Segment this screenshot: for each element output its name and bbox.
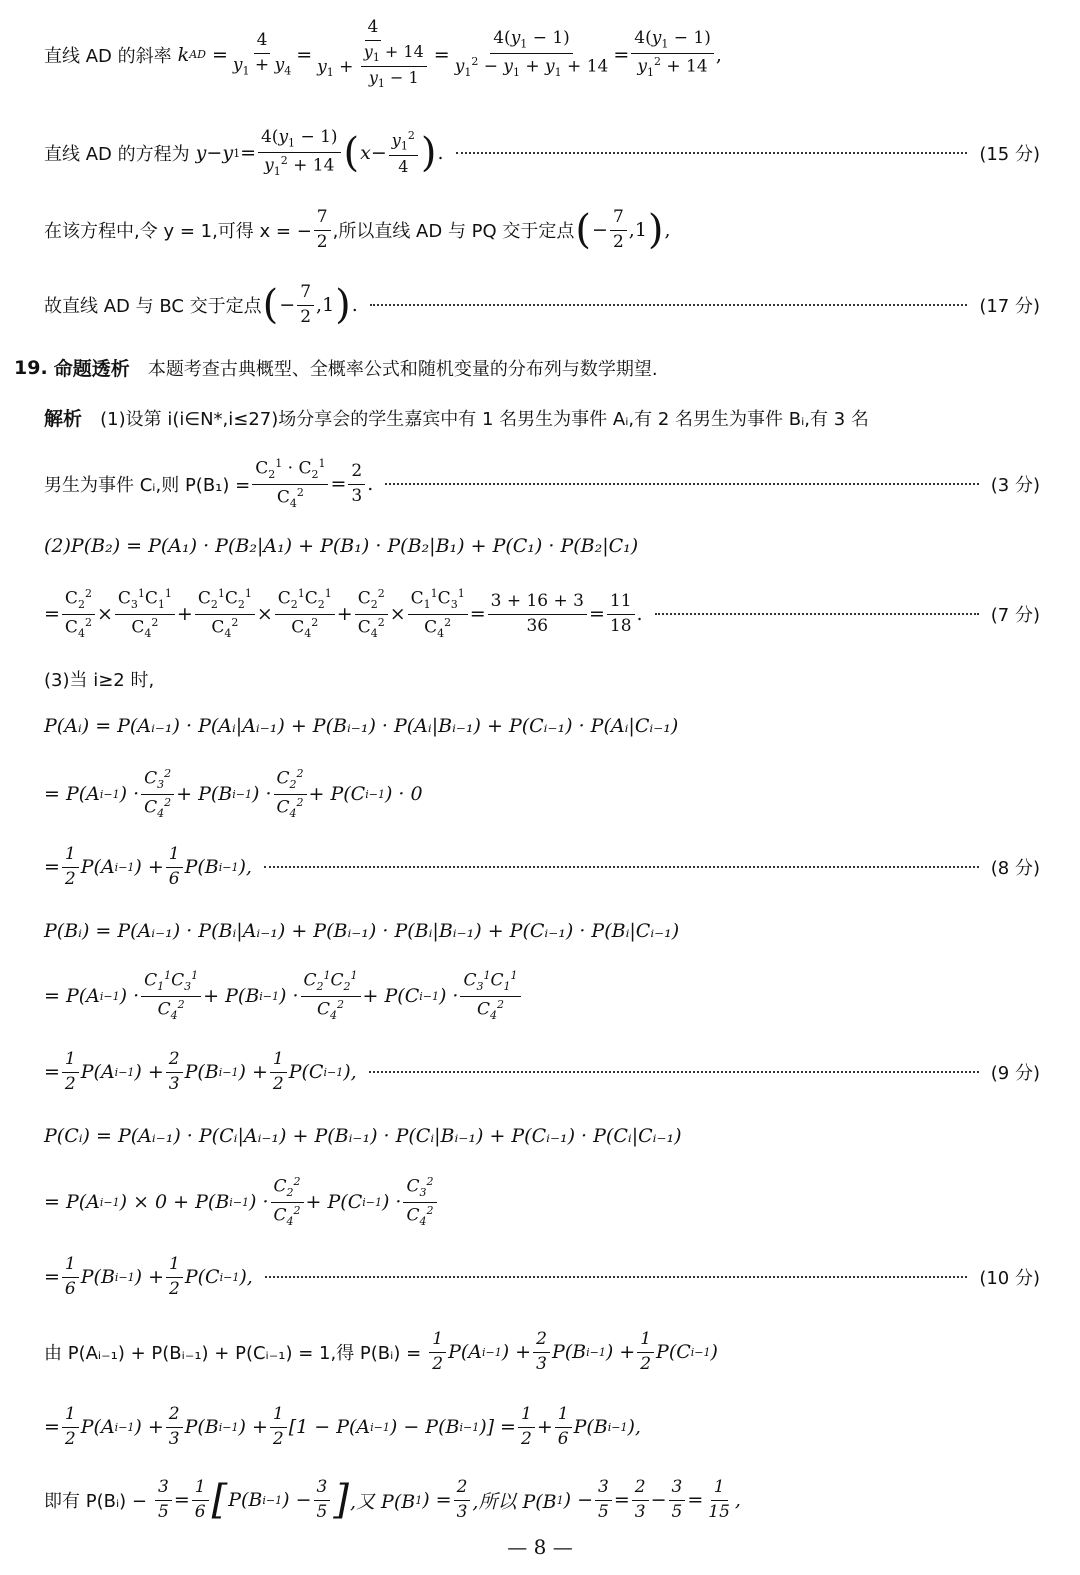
dot-leader xyxy=(456,152,968,154)
part3-text: (3)当 i≥2 时, xyxy=(44,670,155,691)
dot-leader xyxy=(385,483,979,485)
pa-result-line xyxy=(44,845,1040,889)
recurrence-line xyxy=(44,1478,1040,1522)
slope-line xyxy=(44,18,1040,91)
part2-text: (2)P(B₂) = P(A₁) · P(B₂|A₁) + P(B₁) · P(B₂|B₁) + P(C₁) · P(B₂|C₁) xyxy=(44,535,639,557)
pb-expand-line xyxy=(44,970,1040,1022)
recurrence-text: 即有 P(Bᵢ) − xyxy=(44,1491,147,1513)
simplify-formula: = $\frac{1}{2}$ P(A i−1 ) + $\frac{2}{3}$ P(B i−1 ) + $\frac{1}{2}$ [1 − P(A i−1 ) − P(B i−1 )] = $\frac{1}{2}$ + $\frac{1}{6}$ P(B i−1 ), xyxy=(44,1404,641,1449)
conclusion-text: 故直线 AD 与 BC 交于定点 xyxy=(44,296,262,318)
pc-result: = $\frac{1}{6}$ P(B i−1 ) + $\frac{1}{2}$ P(C i−1 ), xyxy=(44,1254,253,1299)
pc-expand-line xyxy=(44,1176,1040,1228)
let-y-text: 在该方程中,令 y = 1,可得 x = − xyxy=(44,221,312,243)
score-8: (8 分) xyxy=(990,858,1040,880)
fixed-point: ( − $\frac{7}{2}$ ,1 ) , xyxy=(575,207,671,254)
score-9: (9 分) xyxy=(990,1063,1040,1085)
pb-expand: = P(A i−1 ) · $\frac{C_1^1C_3^1}{C_4^2}$ + P(B i−1 ) · $\frac{C_2^1C_2^1}{C_4^2}$ + P(C i−1 ) · $\frac{C_3^1C_1^1}{C_4^2}$ xyxy=(44,970,523,1022)
dot-leader xyxy=(655,613,979,615)
fixed-point-bc: ( − $\frac{7}{2}$ ,1 ) . xyxy=(262,282,358,329)
q19-description: 本题考查古典概型、全概率公式和随机变量的分布列与数学期望. xyxy=(147,358,658,380)
part1b-text: 男生为事件 Cᵢ,则 P(B₁) = xyxy=(44,475,251,497)
pc-expand: = P(A i−1 ) × 0 + P(B i−1 ) · $\frac{C_2^2}{C_4^2}$ + P(C i−1 ) · $\frac{C_3^2}{C_4^2}$ xyxy=(44,1176,439,1228)
part1-line xyxy=(44,404,1040,431)
frac-7-2: $\frac{7}{2}$ xyxy=(314,208,331,252)
q19-heading xyxy=(14,354,658,381)
score-7: (7 分) xyxy=(990,605,1040,627)
pc-result-line xyxy=(44,1255,1040,1299)
dot-leader xyxy=(264,866,979,868)
conclusion-line xyxy=(44,283,1040,327)
q19-title: 命题透析 xyxy=(53,358,130,380)
equation-formula: y − y 1 = $\frac{4(y_1 - 1)}{y_1^2 + 14}$ ( x − $\frac{y_1^2}{4}$ ) . xyxy=(195,127,444,179)
score-15: (15 分) xyxy=(979,144,1040,166)
pa-definition-line xyxy=(44,715,1040,737)
sum-text: 由 P(Aᵢ₋₁) + P(Bᵢ₋₁) + P(Cᵢ₋₁) = 1,得 P(Bᵢ) = xyxy=(44,1343,422,1365)
pb2-formula: = $\frac{C_2^2}{C_4^2}$ × $\frac{C_3^1C_1^1}{C_4^2}$ + $\frac{C_2^1C_2^1}{C_4^2}$ × $\frac{C_2^1C_2^1}{C_4^2}$ + $\frac{C_2^2}{C_4^2}$ × $\frac{C_1^1C_3^1}{C_4^2}$ = $\frac{3 + 16 + 3}{36}$ = $\frac{11}{18}$ . xyxy=(44,587,643,640)
score-10: (10 分) xyxy=(979,1268,1040,1290)
pa-result: = $\frac{1}{2}$ P(A i−1 ) + $\frac{1}{6}$ P(B i−1 ), xyxy=(44,844,252,889)
dot-leader xyxy=(370,304,968,306)
part2-calc-line xyxy=(44,588,1040,640)
pb-definition-line xyxy=(44,920,1040,942)
pc-definition-line xyxy=(44,1125,1040,1147)
pb-result: = $\frac{1}{2}$ P(A i−1 ) + $\frac{2}{3}$ P(B i−1 ) + $\frac{1}{2}$ P(C i−1 ), xyxy=(44,1049,357,1094)
part2-line xyxy=(44,535,1040,557)
part1b-line xyxy=(44,458,1040,510)
slope-formula: k AD = $\frac{4}{y_1 + y_4}$ = 4 $y_1$ + $\frac{y_1 + 14}{y_1 - 1}$ = $\frac{4(y_1 - 1)}{y_1^2 - y_1 + y_1 + 14}$ = $\frac{4(y_1 - 1)}{y_1^2 + 14}$ , xyxy=(177,17,722,91)
pb-definition: P(Bᵢ) = P(Aᵢ₋₁) · P(Bᵢ|Aᵢ₋₁) + P(Bᵢ₋₁) · P(Bᵢ|Bᵢ₋₁) + P(Cᵢ₋₁) · P(Bᵢ|Cᵢ₋₁) xyxy=(44,920,680,942)
part1-text: (1)设第 i(i∈N*,i≤27)场分享会的学生嘉宾中有 1 名男生为事件 Aᵢ,有 2 名男生为事件 Bᵢ,有 3 名 xyxy=(100,408,869,430)
intersect-pq-text: ,所以直线 AD 与 PQ 交于定点 xyxy=(332,221,575,243)
slope-label: 直线 AD 的斜率 xyxy=(44,45,172,67)
ad-equation-line xyxy=(44,128,1040,179)
pb-result-line xyxy=(44,1050,1040,1094)
score-17: (17 分) xyxy=(979,296,1040,318)
fixed-point-line xyxy=(44,208,1040,252)
jiexi-label: 解析 xyxy=(44,408,83,430)
score-3: (3 分) xyxy=(990,475,1040,497)
part3-line xyxy=(44,666,1040,692)
dot-leader xyxy=(369,1071,979,1073)
recurrence-formula: $\frac{3}{5}$ = $\frac{1}{6}$ [ P(B i−1 ) − $\frac{3}{5}$ ] ,又 P(B 1 ) = $\frac{2}{3}$ ,所以 P(B 1 ) − $\frac{3}{5}$ = $\frac{2}{3}$ − $\frac{3}{5}$ = $\frac{1}{15}$ , xyxy=(147,1478,741,1522)
sum-formula: $\frac{1}{2}$ P(A i−1 ) + $\frac{2}{3}$ P(B i−1 ) + $\frac{1}{2}$ P(C i−1 ) xyxy=(421,1330,718,1374)
page-number: — 8 — xyxy=(507,1535,573,1559)
pc-definition: P(Cᵢ) = P(Aᵢ₋₁) · P(Cᵢ|Aᵢ₋₁) + P(Bᵢ₋₁) · P(Cᵢ|Bᵢ₋₁) + P(Cᵢ₋₁) · P(Cᵢ|Cᵢ₋₁) xyxy=(44,1125,682,1147)
pb1-formula: $\frac{C_2^1 \cdot C_2^1}{C_4^2}$ = $\frac{2}{3}$ . xyxy=(250,458,373,510)
pa-definition: P(Aᵢ) = P(Aᵢ₋₁) · P(Aᵢ|Aᵢ₋₁) + P(Bᵢ₋₁) · P(Aᵢ|Bᵢ₋₁) + P(Cᵢ₋₁) · P(Aᵢ|Cᵢ₋₁) xyxy=(44,715,679,737)
simplify-line xyxy=(44,1405,1040,1449)
equation-label: 直线 AD 的方程为 xyxy=(44,144,190,166)
sum-line xyxy=(44,1330,1040,1374)
pa-expand-line xyxy=(44,768,1040,820)
pa-expand: = P(A i−1 ) · $\frac{C_3^2}{C_4^2}$ + P(B i−1 ) · $\frac{C_2^2}{C_4^2}$ + P(C i−1 ) · 0 xyxy=(44,767,423,820)
q19-number: 19. xyxy=(14,356,48,379)
dot-leader xyxy=(265,1276,968,1278)
